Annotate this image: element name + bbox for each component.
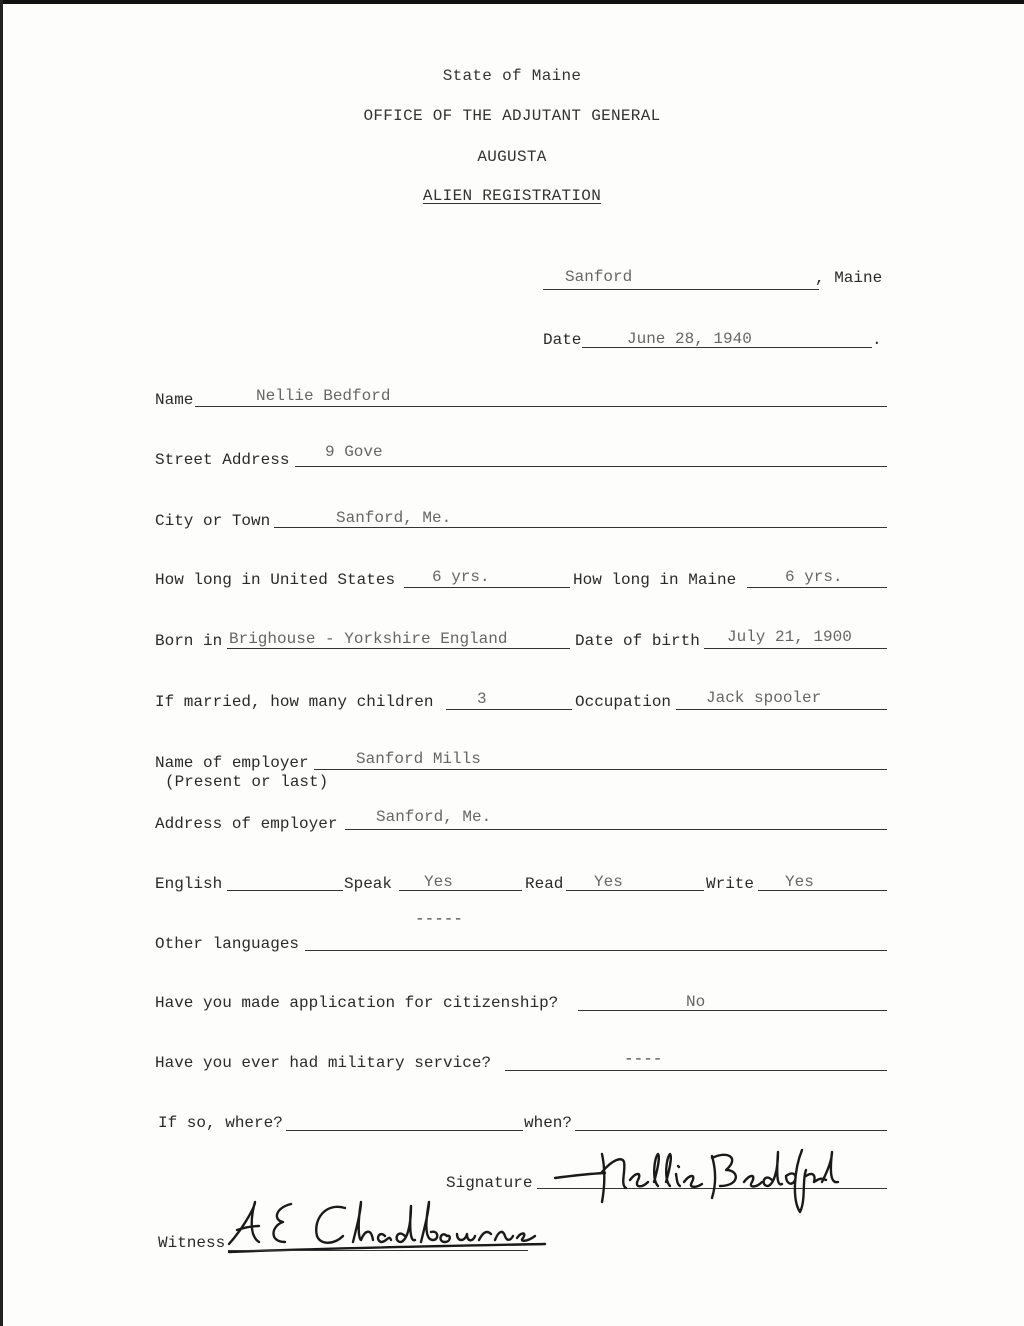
maine-duration-value: 6 yrs.	[785, 568, 843, 586]
city-label: City or Town	[155, 512, 271, 530]
name-value: Nellie Bedford	[256, 387, 391, 405]
read-value: Yes	[594, 873, 623, 891]
city-line	[274, 527, 887, 528]
speak-line	[399, 890, 522, 891]
speak-value: Yes	[424, 873, 453, 891]
children-line	[446, 709, 572, 710]
occupation-line	[676, 709, 887, 710]
citizenship-value: No	[686, 993, 706, 1011]
dob-line	[704, 648, 887, 649]
occupation-value: Jack spooler	[706, 689, 822, 707]
scan-top-edge	[0, 0, 1024, 4]
write-label: Write	[706, 875, 755, 893]
witness-handwriting	[225, 1196, 555, 1256]
us-duration-value: 6 yrs.	[432, 568, 490, 586]
military-value: ----	[624, 1050, 663, 1068]
name-line	[195, 406, 887, 407]
name-label: Name	[155, 391, 194, 409]
place-value: Sanford	[565, 268, 633, 286]
place-suffix: , Maine	[815, 269, 883, 287]
employer-sublabel: (Present or last)	[165, 773, 329, 791]
date-suffix: .	[872, 331, 882, 349]
born-line	[227, 648, 570, 649]
occupation-label: Occupation	[575, 693, 672, 711]
where-line	[286, 1130, 523, 1131]
born-label: Born in	[155, 632, 223, 650]
military-line	[505, 1070, 887, 1071]
citizenship-line	[578, 1010, 887, 1011]
header-city: AUGUSTA	[477, 148, 547, 166]
witness-label: Witness	[158, 1234, 226, 1252]
street-value: 9 Gove	[325, 443, 383, 461]
dob-value: July 21, 1900	[727, 628, 852, 646]
write-line	[758, 890, 887, 891]
children-label: If married, how many children	[155, 693, 434, 711]
citizenship-label: Have you made application for citizenship?	[155, 994, 559, 1012]
where-label: If so, where?	[158, 1114, 283, 1132]
born-value: Brighouse - Yorkshire England	[229, 630, 508, 648]
employer-address-label: Address of employer	[155, 815, 338, 833]
city-value: Sanford, Me.	[336, 509, 452, 527]
date-line	[582, 347, 872, 348]
write-value: Yes	[785, 873, 814, 891]
employer-label: Name of employer	[155, 754, 309, 772]
us-duration-line	[404, 587, 570, 588]
header-office: OFFICE OF THE ADJUTANT GENERAL	[363, 107, 661, 125]
street-line	[295, 466, 887, 467]
header-title: ALIEN REGISTRATION	[422, 187, 602, 205]
speak-label: Speak	[344, 875, 393, 893]
header-state: State of Maine	[442, 67, 582, 85]
signature-label: Signature	[446, 1174, 533, 1192]
english-line	[227, 890, 343, 891]
date-label: Date	[543, 331, 582, 349]
witness-line	[228, 1250, 528, 1251]
employer-address-line	[345, 829, 887, 830]
place-line	[543, 289, 819, 290]
military-label: Have you ever had military service?	[155, 1054, 492, 1072]
when-label: when?	[524, 1114, 573, 1132]
english-label: English	[155, 875, 223, 893]
maine-duration-label: How long in Maine	[573, 571, 737, 589]
signature-handwriting	[550, 1140, 840, 1220]
children-value: 3	[477, 690, 487, 708]
when-line	[575, 1130, 887, 1131]
date-value: June 28, 1940	[627, 330, 752, 348]
read-label: Read	[525, 875, 564, 893]
other-languages-value: -----	[415, 910, 464, 928]
employer-address-value: Sanford, Me.	[376, 808, 492, 826]
us-duration-label: How long in United States	[155, 571, 396, 589]
other-languages-label: Other languages	[155, 935, 300, 953]
read-line	[566, 890, 704, 891]
maine-duration-line	[747, 587, 887, 588]
employer-value: Sanford Mills	[356, 750, 481, 768]
other-languages-line	[305, 950, 887, 951]
dob-label: Date of birth	[575, 632, 700, 650]
employer-line	[314, 769, 887, 770]
street-label: Street Address	[155, 451, 290, 469]
